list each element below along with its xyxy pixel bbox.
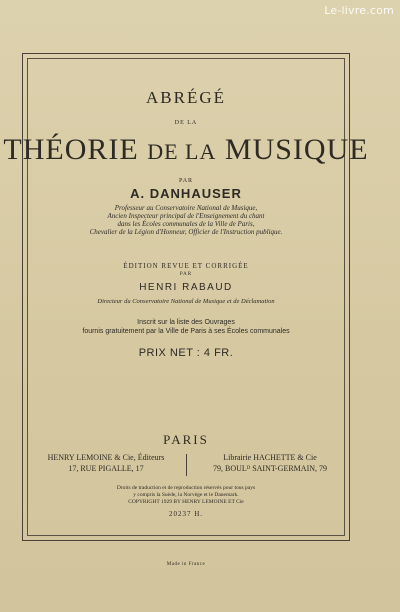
de-la-small: DE LA bbox=[174, 120, 198, 126]
credential-line: dans les Écoles communales de la Ville de Paris, bbox=[117, 220, 255, 228]
rights-line: Droits de traduction et de reproduction réservés pour tous pays bbox=[116, 485, 256, 491]
rights-notice bbox=[0, 485, 372, 506]
par-label: PAR bbox=[178, 178, 194, 184]
title-theorie: THÉORIE bbox=[3, 133, 139, 166]
publishers-block bbox=[0, 452, 372, 480]
price-text: PRIX NET : 4 FR. bbox=[138, 347, 234, 359]
publisher-name: Librairie HACHETTE & Cie bbox=[223, 453, 317, 462]
abrege-heading: ABRÉGÉ bbox=[146, 88, 226, 107]
publisher-divider bbox=[186, 454, 187, 476]
publisher-lemoine bbox=[26, 452, 186, 474]
publisher-address: 17, RUE PIGALLE, 17 bbox=[68, 464, 144, 473]
inscription-note bbox=[0, 318, 372, 336]
credential-line: Ancien Inspecteur principal de l'Enseignement du chant bbox=[107, 212, 265, 220]
credential-line: Professeur au Conservatoire National de Musique, bbox=[114, 204, 258, 212]
author-credentials bbox=[0, 204, 372, 236]
reviser-name: HENRI RABAUD bbox=[139, 282, 233, 293]
book-title bbox=[0, 132, 372, 170]
edition-label: ÉDITION REVUE ET CORRIGÉE bbox=[123, 262, 249, 270]
rights-line: COPYRIGHT 1929 BY HENRY LEMOINE ET Cie bbox=[128, 499, 244, 505]
printed-in-label: Made in France bbox=[166, 562, 206, 567]
author-name: A. DANHAUSER bbox=[130, 186, 242, 201]
rights-line: y compris la Suède, la Norvège et le Danemark. bbox=[133, 492, 239, 498]
inscription-line: Inscrit sur la liste des Ouvrages bbox=[137, 319, 235, 326]
reviser-role: Directeur du Conservatoire National de Musique et de Déclamation bbox=[97, 298, 275, 305]
publisher-name: HENRY LEMOINE & Cie, Éditeurs bbox=[47, 453, 165, 462]
title-musique: MUSIQUE bbox=[224, 133, 369, 166]
edition-number: 20237 H. bbox=[168, 510, 204, 518]
watermark-text: Le-livre.com bbox=[324, 4, 394, 17]
publisher-address: 79, BOULᴰ SAINT-GERMAIN, 79 bbox=[212, 464, 328, 473]
credential-line: Chevalier de la Légion d'Honneur, Officier de l'Instruction publique. bbox=[89, 228, 283, 236]
publisher-hachette bbox=[190, 452, 350, 474]
inscription-line: fournis gratuitement par la Ville de Paris à ses Écoles communales bbox=[82, 328, 290, 335]
price-label bbox=[0, 346, 372, 360]
title-de-la: DE LA bbox=[147, 139, 217, 164]
city-label: PARIS bbox=[163, 432, 209, 447]
par-label-2: PAR bbox=[179, 272, 193, 277]
